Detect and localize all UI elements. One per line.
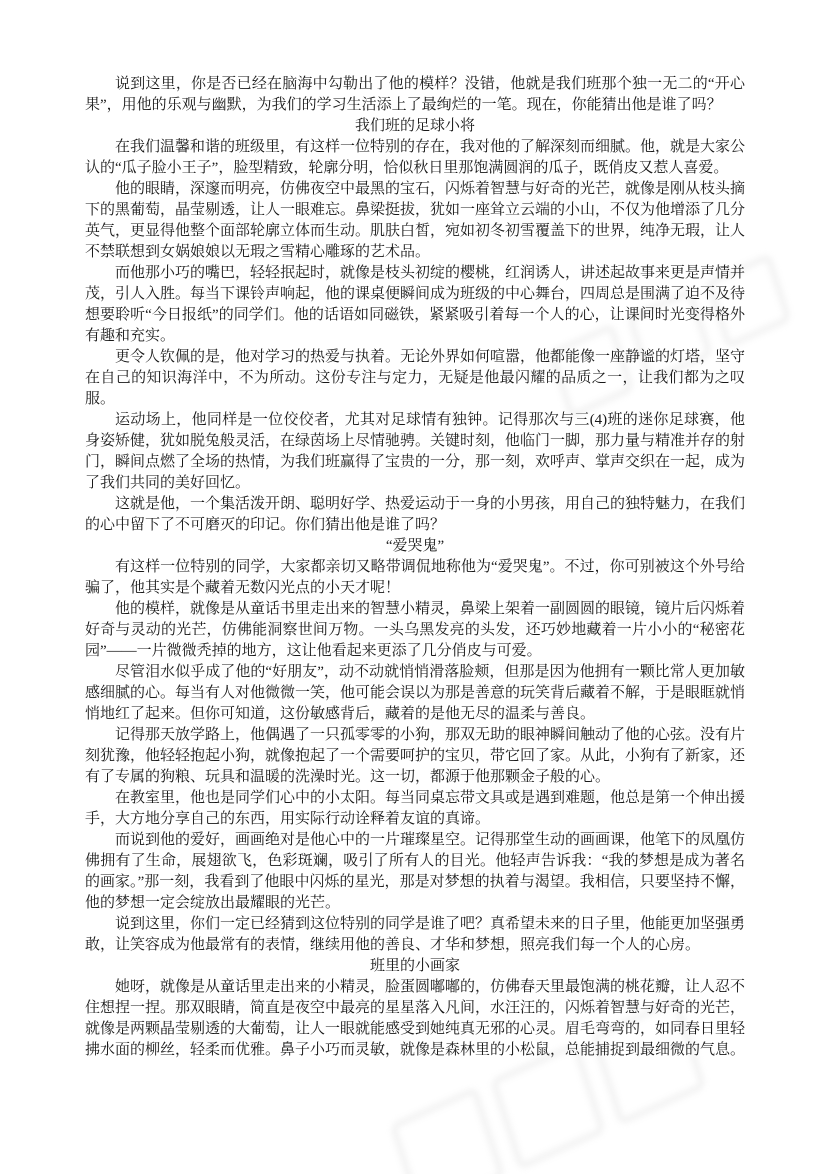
paragraph: 运动场上，他同样是一位佼佼者，尤其对足球情有独钟。记得那次与三(4)班的迷你足球赛，他身姿矫健，犹如脱兔般灵活，在绿茵场上尽情驰骋。关键时刻，他临门一脚，那力量与精准并存的射门，瞬间点燃了全场的热情，为我们班赢得了宝贵的一分，那一刻，欢呼声、掌声交织在一起，成为了我们共同的美好回忆。 <box>85 412 746 491</box>
paragraph: 这就是他，一个集活泼开朗、聪明好学、热爱运动于一身的小男孩，用自己的独特魅力，在我们的心中留下了不可磨灭的印记。你们猜出他是谁了吗？ <box>85 496 746 533</box>
paragraph: 有这样一位特别的同学，大家都亲切又略带调侃地称他为“爱哭鬼”。不过，你可别被这个外号给骗了，他其实是个藏着无数闪光点的小天才呢！ <box>85 559 745 596</box>
paragraph: 在教室里，他也是同学们心中的小太阳。每当同桌忘带文具或是遇到难题，他总是第一个伸出援手，大方地分享自己的东西，用实际行动诠释着友谊的真谛。 <box>85 790 746 827</box>
paragraph: 她呀，就像是从童话里走出来的小精灵，脸蛋圆嘟嘟的，仿佛春天里最饱满的桃花瓣，让人忍不住想捏一捏。那双眼睛，简直是夜空中最亮的星星落入凡间，水汪汪的，闪烁着智慧与好奇的光芒，就像是两颗晶莹剔透的大葡萄，让人一眼就能感受到她纯真无邪的心灵。眉毛弯弯的，如同春日里轻拂水面的柳丝，轻柔而优雅。鼻子小巧而灵敏，就像是森林里的小松鼠，总能捕捉到最细微的气息。 <box>85 979 746 1058</box>
paragraph: 说到这里，你是否已经在脑海中勾勒出了他的模样？没错，他就是我们班那个独一无二的“开心果”，用他的乐观与幽默，为我们的学习生活添上了最绚烂的一笔。现在，你能猜出他是谁了吗？ <box>85 76 745 113</box>
watermark-glyph <box>389 1085 507 1174</box>
document-content <box>85 74 745 1061</box>
paragraph: 他的模样，就像是从童话书里走出来的智慧小精灵，鼻梁上架着一副圆圆的眼镜，镜片后闪烁着好奇与灵动的光芒，仿佛能洞察世间万物。一头乌黑发亮的头发，还巧妙地藏着一片小小的“秘密花园”——一片微微秃掉的地方，这让他看起来更添了几分俏皮与可爱。 <box>85 601 746 659</box>
paragraph: 记得那天放学路上，他偶遇了一只孤零零的小狗，那双无助的眼神瞬间触动了他的心弦。没有片刻犹豫，他轻轻抱起小狗，就像抱起了一个需要呵护的宝贝，带它回了家。从此，小狗有了新家，还有了专属的狗粮、玩具和温暖的洗澡时光。这一切，都源于他那颗金子般的心。 <box>85 727 746 785</box>
paragraph: 更令人钦佩的是，他对学习的热爱与执着。无论外界如何喧嚣，他都能像一座静谧的灯塔，坚守在自己的知识海洋中，不为所动。这份专注与定力，无疑是他最闪耀的品质之一，让我们都为之叹服。 <box>85 349 746 407</box>
section-heading: 我们班的足球小将 <box>354 118 475 134</box>
paragraph: 在我们温馨和谐的班级里，有这样一位特别的存在，我对他的了解深刻而细腻。他，就是大家公认的“瓜子脸小王子”，脸型精致，轮廓分明，恰似秋日里那饱满圆润的瓜子，既俏皮又惹人喜爱。 <box>85 139 746 176</box>
paragraph: 说到这里，你们一定已经猜到这位特别的同学是谁了吧？真希望未来的日子里，他能更加坚强勇敢，让笑容成为他最常有的表情，继续用他的善良、才华和梦想，照亮我们每一个人的心房。 <box>85 916 746 953</box>
section-heading: 班里的小画家 <box>369 958 460 974</box>
paragraph: 尽管泪水似乎成了他的“好朋友”，动不动就悄悄滑落脸颊，但那是因为他拥有一颗比常人更加敏感细腻的心。每当有人对他微微一笑，他可能会误以为那是善意的玩笑背后藏着不解，于是眼眶就悄悄地红了起来。但你可知道，这份敏感背后，藏着的是他无尽的温柔与善良。 <box>85 664 746 722</box>
paragraph: 而他那小巧的嘴巴，轻轻抿起时，就像是枝头初绽的樱桃，红润诱人，讲述起故事来更是声情并茂，引人入胜。每当下课铃声响起，他的课桌便瞬间成为班级的中心舞台，四周总是围满了迫不及待想要聆听“今日报纸”的同学们。他的话语如同磁铁，紧紧吸引着每一个人的心，让课间时光变得格外有趣和充实。 <box>85 265 746 344</box>
paragraph: 而说到他的爱好，画画绝对是他心中的一片璀璨星空。记得那堂生动的画画课，他笔下的凤凰仿佛拥有了生命，展翅欲飞，色彩斑斓，吸引了所有人的目光。他轻声告诉我：“我的梦想是成为著名的画家。”那一刻，我看到了他眼中闪烁的星光，那是对梦想的执着与渴望。我相信，只要坚持不懈，他的梦想一定会绽放出最耀眼的光芒。 <box>85 832 746 911</box>
section-heading: “爱哭鬼” <box>385 538 445 554</box>
paragraph: 他的眼睛，深邃而明亮，仿佛夜空中最黑的宝石，闪烁着智慧与好奇的光芒，就像是刚从枝头摘下的黑葡萄，晶莹剔透，让人一眼难忘。鼻梁挺拔，犹如一座耸立云端的小山，不仅为他增添了几分英气，更显得他整个面部轮廓立体而生动。肌肤白皙，宛如初冬初雪覆盖下的世界，纯净无瑕，让人不禁联想到女娲娘娘以无瑕之雪精心雕琢的艺术品。 <box>85 181 746 260</box>
